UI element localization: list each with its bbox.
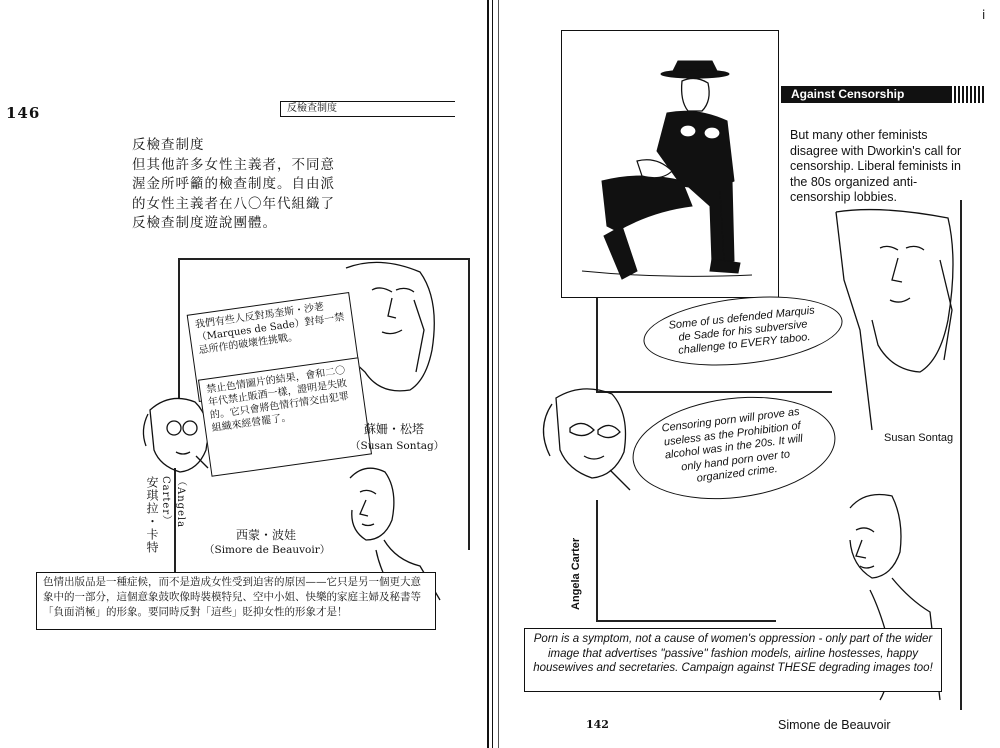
beauvoir-name-cn: 西蒙・波娃 xyxy=(236,528,297,542)
running-header-left: 反檢查制度 xyxy=(280,101,455,117)
carter-name-en: （Angela Carter） xyxy=(160,476,186,529)
sontag-name-cn: 蘇姍・松塔 xyxy=(364,422,425,436)
carter-portrait-drawing-right xyxy=(543,389,630,490)
intro-line: 反檢查制度遊說團體。 xyxy=(132,215,277,231)
sontag-portrait-drawing-right xyxy=(836,210,953,430)
carter-portrait-drawing xyxy=(143,398,208,472)
page-number-left: 146 xyxy=(6,104,41,122)
page-number-right: 142 xyxy=(586,718,609,731)
beauvoir-name-en: （Simore de Beauvoir） xyxy=(204,544,331,556)
speech-bubble-carter-cn: 禁止色情圖片的結果，會和二〇年代禁止販酒一樣，證明是失敗的。它只會將色情行情交由犯罪組織來經營罷了。 xyxy=(198,357,372,477)
caption-left: 色情出版品是一種症候，而不是造成女性受到迫害的原因——它只是另一個更大意象中的一部分，這個意象鼓吹像時裝模特兒、空中小姐、快樂的家庭主婦及秘書等「負面消極」的形象。要同時反對「這些」貶抑女性的形象才是！ xyxy=(36,572,436,630)
section-header-against-censorship: Against Censorship xyxy=(781,86,981,103)
intro-line: 渥金所呼籲的檢查制度。自由派 xyxy=(132,176,335,192)
spine-line xyxy=(487,0,489,748)
speech-bubble-sade-cn: 我們有些人反對馬奎斯・沙荖（Marques de Sade）對每一禁忌所作的破壞性挑戰。 xyxy=(187,292,362,402)
speech-bubble-carter-en: Censoring porn will prove as useless as the Prohibition of alcohol was in the 20s. It will only hand porn over to organized crime. xyxy=(627,386,842,510)
carter-name-cn: 安琪拉・卡特 xyxy=(145,476,159,554)
intro-line: 但其他許多女性主義者，不同意 xyxy=(132,156,335,173)
intro-text-right: But many other feminists disagree with Dworkin's call for censorship. Liberal feminists in the 80s organized anti-censorship lobbies. xyxy=(790,128,962,204)
spine-line-outer xyxy=(498,0,499,748)
beauvoir-label-right: Simone de Beauvoir xyxy=(778,718,891,732)
carter-label-right: Angela Carter xyxy=(570,537,582,610)
sontag-name-en: （Susan Sontag） xyxy=(350,440,445,452)
caption-right: Porn is a symptom, not a cause of women's oppression - only part of the wider image that advertises "passive" fashion models, airline hostesses, happy housewives and secretaries. Campaign against THESE degrading images too! xyxy=(524,628,942,692)
corner-mark: i xyxy=(982,8,986,22)
speech-bubble-sade-en: Some of us defended Marquis de Sade for his subversive challenge to EVERY taboo. xyxy=(640,288,846,375)
spine-line-inner xyxy=(492,0,493,748)
sontag-label-right: Susan Sontag xyxy=(884,432,954,444)
intro-line: 的女性主義者在八〇年代組織了 xyxy=(132,195,335,212)
intro-line: 反檢查制度 xyxy=(132,137,205,153)
